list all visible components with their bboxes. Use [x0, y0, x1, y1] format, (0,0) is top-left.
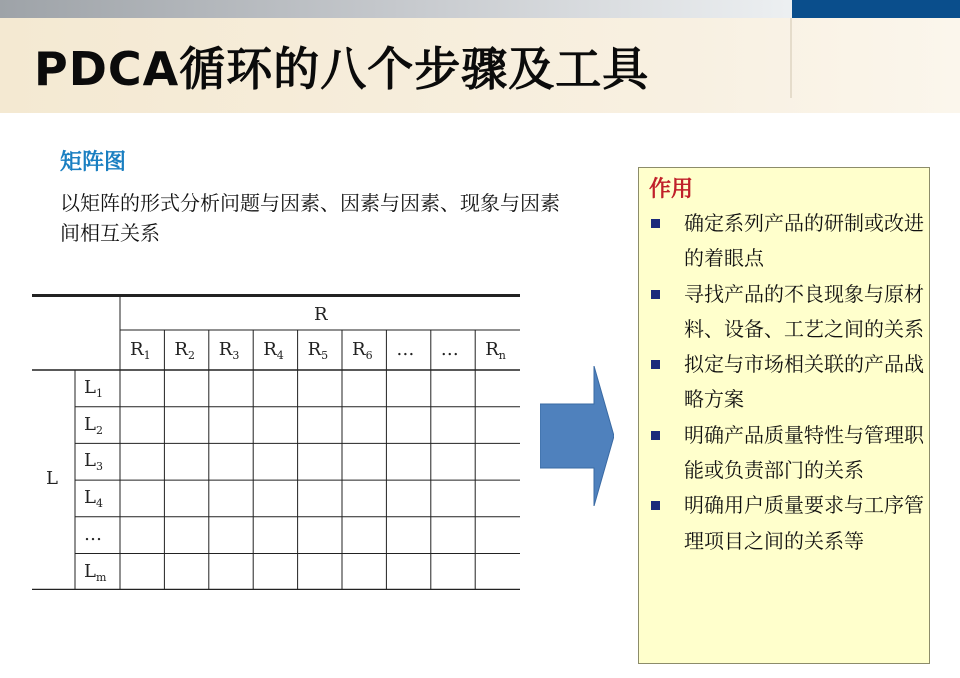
matrix-column-label-sub: 4	[276, 349, 284, 362]
matrix-column-label-base: …	[396, 339, 415, 360]
matrix-column-label-sub: 1	[143, 349, 151, 362]
matrix-column-label-base: R	[218, 339, 233, 360]
matrix-row-label-base: L	[84, 487, 96, 509]
matrix-column-label-sub: n	[498, 349, 506, 362]
matrix-row-label-sub: 4	[95, 497, 103, 511]
matrix-column-label	[485, 339, 506, 362]
matrix-row-label-base: L	[84, 377, 96, 398]
matrix-row-label	[84, 487, 103, 510]
purpose-item	[649, 418, 924, 489]
matrix-column-label	[130, 339, 151, 362]
matrix-row-label	[84, 450, 103, 473]
matrix-row-label-base: …	[84, 523, 102, 545]
matrix-column-label	[352, 339, 373, 362]
matrix-column-label-sub: 3	[232, 349, 240, 362]
matrix-column-label	[174, 339, 195, 362]
purpose-item	[649, 488, 924, 559]
slide-title: PDCA循环的八个步骤及工具	[34, 42, 650, 96]
matrix-column-label	[263, 339, 284, 362]
matrix-column-label-base: R	[485, 339, 499, 360]
right-arrow-icon	[540, 366, 614, 506]
purpose-item-text: 确定系列产品的研制或改进的着眼点	[684, 211, 924, 271]
matrix-column-label-base: …	[440, 339, 459, 360]
purpose-item	[649, 206, 924, 277]
purpose-item-text: 拟定与市场相关联的产品战略方案	[684, 352, 924, 412]
matrix-top-header: R	[314, 304, 328, 325]
matrix-row-label-sub: m	[95, 570, 107, 584]
matrix-row-label	[84, 524, 102, 545]
matrix-row-label	[84, 414, 103, 437]
section-heading: 矩阵图	[60, 150, 127, 175]
matrix-column-label	[396, 339, 414, 360]
matrix-left-header: L	[46, 468, 58, 490]
purpose-list	[649, 206, 924, 559]
matrix-column-label	[308, 339, 329, 362]
matrix-column-label-base: R	[263, 339, 277, 360]
matrix-column-label	[441, 339, 459, 360]
matrix-row-label-base: L	[84, 413, 96, 435]
matrix-row-label-sub: 1	[95, 387, 103, 400]
matrix-column-label-sub: 5	[321, 349, 329, 362]
matrix-column-label-sub: 2	[187, 349, 195, 362]
purpose-item	[649, 347, 924, 418]
matrix-row-label-base: L	[84, 560, 96, 582]
purpose-item-text: 寻找产品的不良现象与原材料、设备、工艺之间的关系	[684, 281, 924, 341]
square-bullet-icon	[651, 290, 660, 299]
matrix-column-label-base: R	[174, 339, 188, 360]
matrix-row-label-sub: 3	[95, 460, 103, 474]
matrix-column-label-base: R	[307, 339, 322, 360]
purpose-item-text: 明确产品质量特性与管理职能或负责部门的关系	[684, 422, 924, 483]
matrix-column-label-sub: 6	[365, 349, 373, 362]
square-bullet-icon	[651, 360, 660, 369]
top-accent-bar	[792, 0, 960, 18]
matrix-row-label	[84, 561, 106, 584]
matrix-row-label-sub: 2	[95, 423, 103, 437]
square-bullet-icon	[651, 431, 660, 440]
matrix-column-label-base: R	[352, 339, 366, 360]
matrix-diagram	[32, 294, 520, 590]
purpose-item	[649, 277, 924, 348]
purpose-item-text: 明确用户质量要求与工序管理项目之间的关系等	[684, 493, 924, 553]
title-divider	[790, 18, 792, 98]
matrix-column-label-base: R	[130, 339, 144, 360]
matrix-column-label	[219, 339, 240, 362]
panel-title: 作用	[649, 177, 694, 202]
square-bullet-icon	[651, 501, 660, 510]
section-description: 以矩阵的形式分析问题与因素、因素与因素、现象与因素间相互关系	[60, 191, 560, 245]
square-bullet-icon	[651, 219, 660, 228]
matrix-row-label-base: L	[84, 450, 96, 472]
purpose-panel	[638, 167, 930, 664]
matrix-row-label	[84, 377, 103, 400]
